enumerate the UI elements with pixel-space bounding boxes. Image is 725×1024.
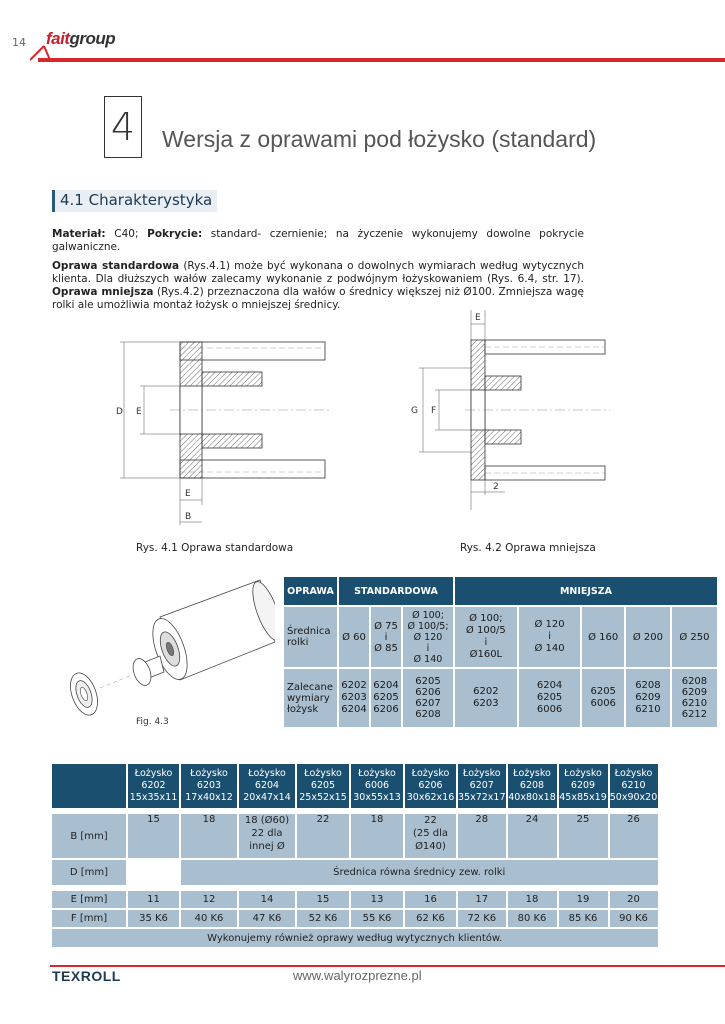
figure-small-housing-drawing — [405, 310, 615, 515]
faitgroup-logo — [46, 29, 115, 49]
material-label: Materiał: — [52, 228, 106, 240]
coating-value: standard- czernienie; na życzenie wykonujemy dowolne pokrycie galwaniczne. — [52, 228, 585, 253]
column-header: Łożysko 6209 45x85x19 — [559, 764, 608, 808]
b-value-cell: 22 (25 dla Ø140) — [405, 814, 456, 858]
column-header: Łożysko 6204 20x47x14 — [239, 764, 295, 808]
f-value-cell: 72 K6 — [458, 910, 506, 927]
diameter-cell: Ø 120 i Ø 140 — [519, 607, 581, 667]
e-value-cell: 16 — [405, 891, 456, 908]
header-small: MNIEJSZA — [455, 577, 717, 605]
header-empty-cell — [52, 764, 126, 808]
diameter-cell: Ø 200 — [626, 607, 670, 667]
f-value-cell: 40 K6 — [181, 910, 237, 927]
small-housing-text: (Rys.4.2) przeznaczona dla wałów o średnicy większej niż Ø100. Zmniejsza wagę rolki ale umożliwia montaż łożysk o mniejszej średnicy. — [52, 286, 584, 311]
f-value-cell: 90 K6 — [610, 910, 658, 927]
row-label-diameter: Średnica rolki — [284, 607, 337, 667]
bearing-cell: 6202 6203 6204 — [339, 669, 369, 727]
f-value-cell: 62 K6 — [405, 910, 456, 927]
f-value-cell: 35 K6 — [128, 910, 179, 927]
column-header: Łożysko 6205 25x52x15 — [297, 764, 349, 808]
e-value-cell: 13 — [351, 891, 403, 908]
figure3-caption: Fig. 4.3 — [136, 717, 169, 727]
dimension-label-f: F — [431, 406, 437, 416]
figure-standard-housing-drawing — [110, 330, 335, 530]
standard-housing-text: (Rys.4.1) może być wykonana o dowolnych wymiarach według wytycznych klienta. Dla dłuższych wałów zalecamy wykonanie z podwójnym łożyskowaniem (Rys. 6.4, str. 17). — [52, 260, 584, 285]
figure1-caption: Rys. 4.1 Oprawa standardowa — [136, 542, 294, 554]
b-value-cell: 25 — [559, 814, 608, 858]
diameter-cell: Ø 100; Ø 100/5 i Ø160L — [455, 607, 517, 667]
dimension-label-b: B — [185, 512, 192, 522]
header-oprawa: OPRAWA — [284, 577, 337, 605]
e-value-cell: 11 — [128, 891, 179, 908]
material-value: C40; — [105, 228, 148, 240]
column-header: Łożysko 6208 40x80x18 — [508, 764, 557, 808]
f-value-cell: 85 K6 — [559, 910, 608, 927]
section-title: 4.1 Charakterystyka — [60, 191, 213, 209]
header-standard: STANDARDOWA — [339, 577, 453, 605]
b-value-cell: 22 — [297, 814, 349, 858]
bearing-cell: 6204 6205 6006 — [519, 669, 581, 727]
figure-roller-exploded-illustration — [60, 572, 275, 722]
b-value-cell: 18 (Ø60) 22 dla innej Ø — [239, 814, 295, 858]
diameter-cell: Ø 100; Ø 100/5; Ø 120 i Ø 140 — [403, 607, 453, 667]
section-title-bar — [52, 190, 55, 212]
material-paragraph — [52, 228, 584, 254]
chapter-number: 4 — [104, 96, 142, 158]
row-label-b: B [mm] — [52, 814, 126, 858]
b-value-cell: 26 — [610, 814, 658, 858]
dimension-label-g: G — [411, 406, 418, 416]
logo-part-group: group — [69, 29, 116, 48]
e-value-cell: 17 — [458, 891, 506, 908]
b-value-cell: 15 — [128, 814, 179, 858]
figure2-caption: Rys. 4.2 Oprawa mniejsza — [460, 542, 596, 554]
bearing-cell: 6208 6209 6210 6212 — [672, 669, 717, 727]
b-value-cell: 24 — [508, 814, 557, 858]
diameter-cell: Ø 250 — [672, 607, 717, 667]
texroll-logo: TEXROLL — [52, 968, 121, 984]
housing-types-table — [282, 575, 719, 729]
b-value-cell: 18 — [181, 814, 237, 858]
column-header: Łożysko 6206 30x62x16 — [405, 764, 456, 808]
dimension-label-e-width: E — [185, 489, 191, 499]
column-header: Łożysko 6207 35x72x17 — [458, 764, 506, 808]
chapter-title: Wersja z oprawami pod łożysko (standard) — [162, 126, 597, 152]
bearing-cell: 6205 6206 6207 6208 — [403, 669, 453, 727]
dimension-label-d: D — [116, 407, 123, 417]
b-value-cell: 18 — [351, 814, 403, 858]
b-value-cell: 28 — [458, 814, 506, 858]
standard-housing-label: Oprawa standardowa — [52, 260, 180, 272]
diameter-cell: Ø 60 — [339, 607, 369, 667]
table-footer-note: Wykonujemy również oprawy według wytycznych klientów. — [52, 929, 658, 947]
housing-paragraph — [52, 260, 584, 312]
e-value-cell: 14 — [239, 891, 295, 908]
small-housing-label: Oprawa mniejsza — [52, 286, 154, 298]
f-value-cell: 80 K6 — [508, 910, 557, 927]
logo-part-fait: fait — [46, 29, 70, 48]
row-label-bearings: Zalecane wymiary łożysk — [284, 669, 337, 727]
footer-rule — [50, 965, 725, 967]
bearing-cell: 6205 6006 — [582, 669, 624, 727]
diameter-cell: Ø 160 — [582, 607, 624, 667]
f-value-cell: 55 K6 — [351, 910, 403, 927]
row-label-e: E [mm] — [52, 891, 126, 908]
f-value-cell: 52 K6 — [297, 910, 349, 927]
e-value-cell: 12 — [181, 891, 237, 908]
column-header: Łożysko 6006 30x55x13 — [351, 764, 403, 808]
header-rule — [38, 58, 725, 62]
e-value-cell: 15 — [297, 891, 349, 908]
e-value-cell: 18 — [508, 891, 557, 908]
column-header: Łożysko 6203 17x40x12 — [181, 764, 237, 808]
bearing-cell: 6204 6205 6206 — [371, 669, 401, 727]
dimension-label-2: 2 — [493, 482, 499, 492]
dimension-label-e: E — [475, 313, 481, 323]
e-value-cell: 20 — [610, 891, 658, 908]
f-value-cell: 47 K6 — [239, 910, 295, 927]
bearing-dimensions-table — [50, 762, 660, 949]
coating-label: Pokrycie: — [147, 228, 203, 240]
bearing-cell: 6208 6209 6210 — [626, 669, 670, 727]
website-link[interactable]: www.walyrozprezne.pl — [293, 968, 422, 983]
page-number: 14 — [12, 36, 26, 49]
diameter-cell: Ø 75 i Ø 85 — [371, 607, 401, 667]
row-label-f: F [mm] — [52, 910, 126, 927]
e-value-cell: 19 — [559, 891, 608, 908]
row-label-d: D [mm] — [52, 860, 126, 885]
d-empty-cell — [128, 860, 179, 885]
column-header: Łożysko 6202 15x35x11 — [128, 764, 179, 808]
bearing-cell: 6202 6203 — [455, 669, 517, 727]
column-header: Łożysko 6210 50x90x20 — [610, 764, 658, 808]
d-value-cell: Średnica równa średnicy zew. rolki — [181, 860, 658, 885]
dimension-label-e-inner: E — [136, 407, 142, 417]
